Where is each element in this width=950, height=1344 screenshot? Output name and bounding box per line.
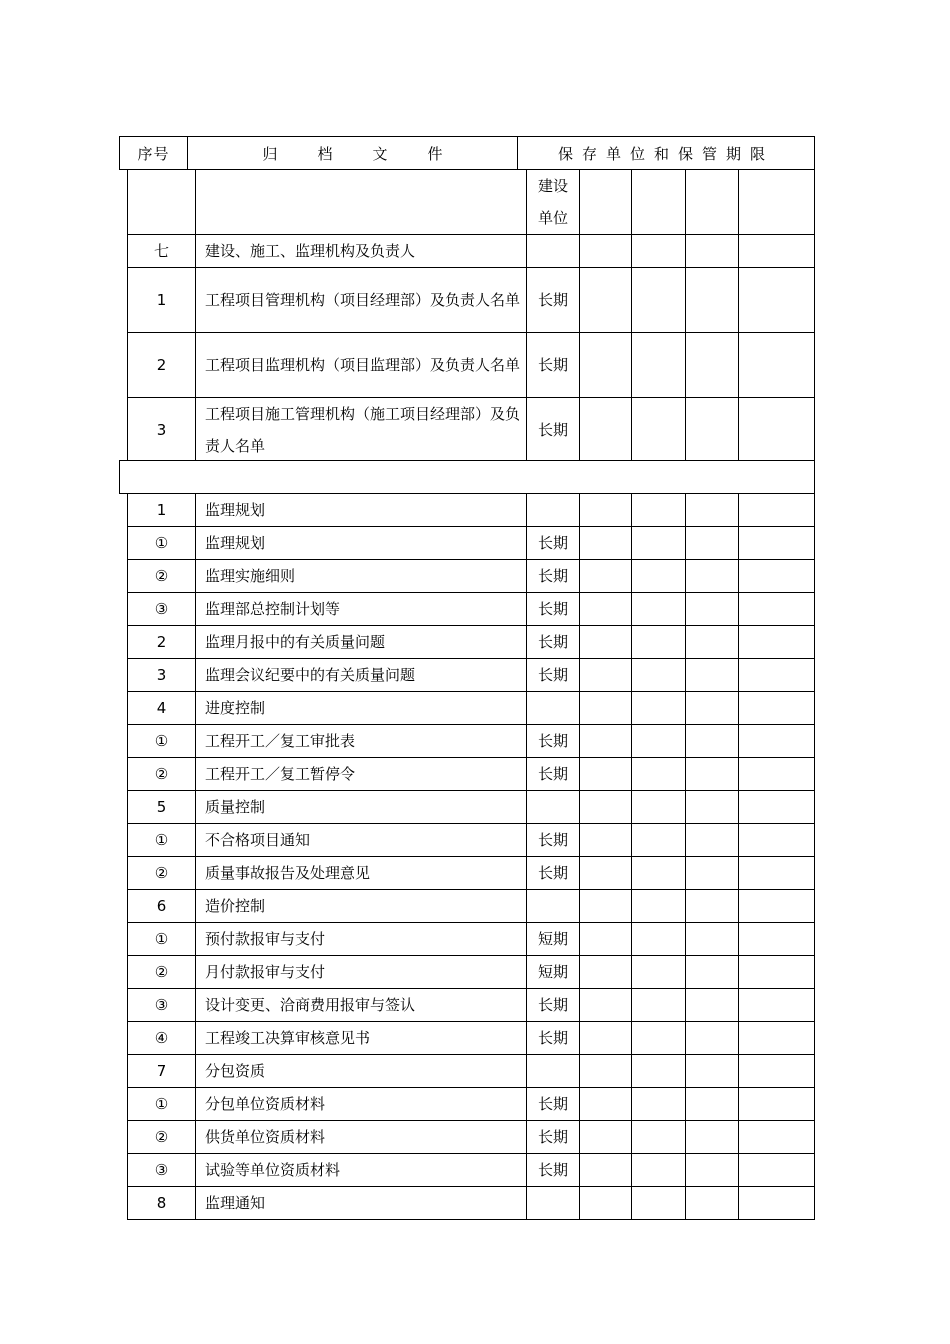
empty-cell: [632, 923, 686, 956]
empty-cell: [686, 527, 739, 560]
empty-cell: [686, 824, 739, 857]
row-document: 工程项目施工管理机构（施工项目经理部）及负责人名单: [196, 398, 527, 463]
row-seq: ③: [128, 1154, 196, 1187]
empty-cell: [632, 659, 686, 692]
empty-cell: [739, 659, 815, 692]
row-document: 监理部总控制计划等: [196, 593, 527, 626]
empty-cell: [632, 333, 686, 398]
row-keep-period: 长期: [527, 1121, 580, 1154]
row-seq: 3: [128, 659, 196, 692]
row-seq: ②: [128, 1121, 196, 1154]
empty-cell: [686, 791, 739, 824]
row-seq: ②: [128, 956, 196, 989]
table-row: [128, 989, 815, 1022]
row-seq: 7: [128, 1055, 196, 1088]
row-seq: 4: [128, 692, 196, 725]
empty-cell: [632, 890, 686, 923]
subheader-unit: 建设单位: [527, 170, 580, 235]
row-keep-period: [527, 494, 580, 527]
row-document: 监理月报中的有关质量问题: [196, 626, 527, 659]
row-keep-period: [527, 1055, 580, 1088]
empty-cell: [686, 923, 739, 956]
archive-table-bottom: [127, 493, 815, 1220]
empty-cell: [739, 593, 815, 626]
empty-cell: [580, 560, 632, 593]
table-row: [128, 659, 815, 692]
empty-cell: [580, 398, 632, 463]
row-document: 分包资质: [196, 1055, 527, 1088]
empty-cell: [580, 956, 632, 989]
row-seq: ①: [128, 725, 196, 758]
row-seq: 2: [128, 626, 196, 659]
table-row: [128, 692, 815, 725]
empty-cell: [739, 268, 815, 333]
row-seq: ①: [128, 824, 196, 857]
empty-cell: [739, 989, 815, 1022]
empty-cell: [686, 1022, 739, 1055]
empty-cell: [580, 235, 632, 268]
table-row: [128, 398, 815, 463]
row-keep-period: 长期: [527, 333, 580, 398]
empty-cell: [580, 725, 632, 758]
empty-cell: [580, 527, 632, 560]
row-keep-period: 短期: [527, 923, 580, 956]
empty-cell: [739, 1187, 815, 1220]
row-keep-period: 长期: [527, 989, 580, 1022]
empty-cell: [739, 1055, 815, 1088]
empty-cell: [580, 170, 632, 235]
empty-cell: [632, 268, 686, 333]
empty-cell: [739, 398, 815, 463]
row-seq: ③: [128, 593, 196, 626]
row-keep-period: 长期: [527, 1022, 580, 1055]
table-row: [128, 494, 815, 527]
empty-cell: [739, 235, 815, 268]
table-row: [128, 923, 815, 956]
empty-cell: [580, 692, 632, 725]
empty-cell: [580, 1088, 632, 1121]
row-keep-period: 长期: [527, 725, 580, 758]
empty-cell: [580, 268, 632, 333]
empty-cell: [632, 398, 686, 463]
row-document: 工程竣工决算审核意见书: [196, 1022, 527, 1055]
header-table: [119, 136, 815, 170]
empty-cell: [686, 659, 739, 692]
row-document: 供货单位资质材料: [196, 1121, 527, 1154]
row-document: 分包单位资质材料: [196, 1088, 527, 1121]
empty-cell: [739, 333, 815, 398]
row-keep-period: 长期: [527, 659, 580, 692]
row-document: 质量事故报告及处理意见: [196, 857, 527, 890]
row-keep-period: [527, 692, 580, 725]
empty-cell: [739, 1088, 815, 1121]
empty-cell: [632, 725, 686, 758]
row-seq: ①: [128, 527, 196, 560]
empty-cell: [739, 725, 815, 758]
empty-cell: [632, 560, 686, 593]
empty-cell: [686, 1187, 739, 1220]
header-row: [120, 137, 815, 170]
row-seq: 5: [128, 791, 196, 824]
empty-cell: [580, 1154, 632, 1187]
empty-cell: [632, 692, 686, 725]
table-row: [128, 560, 815, 593]
empty-cell: [739, 626, 815, 659]
empty-cell: [686, 890, 739, 923]
row-seq: 2: [128, 333, 196, 398]
empty-cell: [739, 824, 815, 857]
empty-cell: [632, 626, 686, 659]
table-row: [128, 626, 815, 659]
empty-cell: [632, 1154, 686, 1187]
row-seq: ①: [128, 1088, 196, 1121]
archive-table-top: [127, 169, 815, 463]
empty-cell: [686, 398, 739, 463]
table-row: [128, 268, 815, 333]
row-keep-period: 长期: [527, 527, 580, 560]
row-document: 监理规划: [196, 527, 527, 560]
table-row: [128, 890, 815, 923]
row-keep-period: [527, 791, 580, 824]
empty-cell: [632, 857, 686, 890]
empty-cell: [580, 1022, 632, 1055]
row-document: 试验等单位资质材料: [196, 1154, 527, 1187]
row-keep-period: 长期: [527, 626, 580, 659]
row-keep-period: 长期: [527, 1088, 580, 1121]
row-seq: ①: [128, 923, 196, 956]
empty-cell: [632, 989, 686, 1022]
empty-cell: [580, 890, 632, 923]
empty-cell: [580, 824, 632, 857]
table-row: [128, 1088, 815, 1121]
empty-cell: [686, 560, 739, 593]
header-document: 归档文件: [188, 137, 518, 170]
row-document: 工程开工／复工审批表: [196, 725, 527, 758]
empty-cell: [739, 923, 815, 956]
table-row: [128, 857, 815, 890]
row-document: 设计变更、洽商费用报审与签认: [196, 989, 527, 1022]
row-keep-period: [527, 890, 580, 923]
subheader-row: [128, 170, 815, 235]
row-keep-period: 短期: [527, 956, 580, 989]
row-keep-period: 长期: [527, 268, 580, 333]
empty-cell: [686, 268, 739, 333]
empty-cell: [580, 593, 632, 626]
empty-cell: [632, 1022, 686, 1055]
table-row: [128, 1022, 815, 1055]
empty-cell: [632, 791, 686, 824]
empty-cell: [580, 1187, 632, 1220]
table-row: [128, 527, 815, 560]
empty-cell: [580, 923, 632, 956]
empty-cell: [739, 692, 815, 725]
table-row: [128, 235, 815, 268]
section-separator-row: [119, 460, 815, 494]
empty-cell: [580, 1055, 632, 1088]
row-document: 质量控制: [196, 791, 527, 824]
empty-cell: [632, 494, 686, 527]
table-row: [128, 791, 815, 824]
row-keep-period: 长期: [527, 398, 580, 463]
empty-cell: [580, 333, 632, 398]
empty-cell: [739, 170, 815, 235]
empty-cell: [632, 824, 686, 857]
table-row: [128, 956, 815, 989]
empty-cell: [580, 758, 632, 791]
empty-cell: [739, 494, 815, 527]
row-seq: 8: [128, 1187, 196, 1220]
empty-cell: [739, 1154, 815, 1187]
row-keep-period: 长期: [527, 1154, 580, 1187]
empty-cell: [632, 170, 686, 235]
subheader-seq-empty: [128, 170, 196, 235]
table-row: [128, 333, 815, 398]
row-keep-period: 长期: [527, 857, 580, 890]
row-document: 监理通知: [196, 1187, 527, 1220]
row-keep-period: [527, 235, 580, 268]
empty-cell: [686, 333, 739, 398]
empty-cell: [739, 560, 815, 593]
empty-cell: [686, 494, 739, 527]
empty-cell: [739, 956, 815, 989]
row-document: 工程项目监理机构（项目监理部）及负责人名单: [196, 333, 527, 398]
empty-cell: [739, 1121, 815, 1154]
row-document: 预付款报审与支付: [196, 923, 527, 956]
row-seq: 6: [128, 890, 196, 923]
row-seq: 七: [128, 235, 196, 268]
row-keep-period: [527, 1187, 580, 1220]
row-document: 建设、施工、监理机构及负责人: [196, 235, 527, 268]
table-row: [128, 1055, 815, 1088]
empty-cell: [632, 1121, 686, 1154]
table-row: [128, 1154, 815, 1187]
empty-cell: [686, 956, 739, 989]
table-row: [128, 824, 815, 857]
empty-cell: [632, 956, 686, 989]
empty-cell: [632, 593, 686, 626]
empty-cell: [739, 527, 815, 560]
empty-cell: [686, 1055, 739, 1088]
empty-cell: [686, 170, 739, 235]
row-seq: ②: [128, 857, 196, 890]
empty-cell: [632, 1187, 686, 1220]
empty-cell: [632, 235, 686, 268]
row-seq: 3: [128, 398, 196, 463]
empty-cell: [632, 527, 686, 560]
empty-cell: [686, 235, 739, 268]
empty-cell: [739, 791, 815, 824]
empty-cell: [632, 1055, 686, 1088]
table-row: [128, 1121, 815, 1154]
empty-cell: [686, 692, 739, 725]
empty-cell: [739, 857, 815, 890]
empty-cell: [686, 593, 739, 626]
empty-cell: [632, 1088, 686, 1121]
row-document: 监理会议纪要中的有关质量问题: [196, 659, 527, 692]
empty-cell: [686, 857, 739, 890]
empty-cell: [580, 989, 632, 1022]
row-keep-period: 长期: [527, 593, 580, 626]
row-seq: ②: [128, 560, 196, 593]
empty-cell: [686, 1121, 739, 1154]
row-document: 造价控制: [196, 890, 527, 923]
empty-cell: [686, 725, 739, 758]
row-document: 不合格项目通知: [196, 824, 527, 857]
row-seq: ④: [128, 1022, 196, 1055]
header-seq: 序号: [120, 137, 188, 170]
row-document: 工程项目管理机构（项目经理部）及负责人名单: [196, 268, 527, 333]
empty-cell: [686, 1088, 739, 1121]
table-row: [128, 725, 815, 758]
empty-cell: [580, 1121, 632, 1154]
row-keep-period: 长期: [527, 560, 580, 593]
row-document: 监理规划: [196, 494, 527, 527]
row-seq: ②: [128, 758, 196, 791]
row-document: 工程开工／复工暂停令: [196, 758, 527, 791]
empty-cell: [632, 758, 686, 791]
row-seq: 1: [128, 268, 196, 333]
table-row: [128, 593, 815, 626]
table-row: [128, 758, 815, 791]
row-document: 月付款报审与支付: [196, 956, 527, 989]
empty-cell: [580, 791, 632, 824]
empty-cell: [739, 1022, 815, 1055]
empty-cell: [686, 758, 739, 791]
row-seq: 1: [128, 494, 196, 527]
empty-cell: [686, 989, 739, 1022]
empty-cell: [686, 1154, 739, 1187]
empty-cell: [739, 890, 815, 923]
subheader-doc-empty: [196, 170, 527, 235]
row-keep-period: 长期: [527, 758, 580, 791]
row-document: 监理实施细则: [196, 560, 527, 593]
empty-cell: [580, 626, 632, 659]
empty-cell: [580, 857, 632, 890]
table-row: [128, 1187, 815, 1220]
row-keep-period: 长期: [527, 824, 580, 857]
empty-cell: [686, 626, 739, 659]
empty-cell: [739, 758, 815, 791]
header-keep: 保存单位和保管期限: [518, 137, 815, 170]
row-seq: ③: [128, 989, 196, 1022]
empty-cell: [580, 494, 632, 527]
row-document: 进度控制: [196, 692, 527, 725]
empty-cell: [580, 659, 632, 692]
